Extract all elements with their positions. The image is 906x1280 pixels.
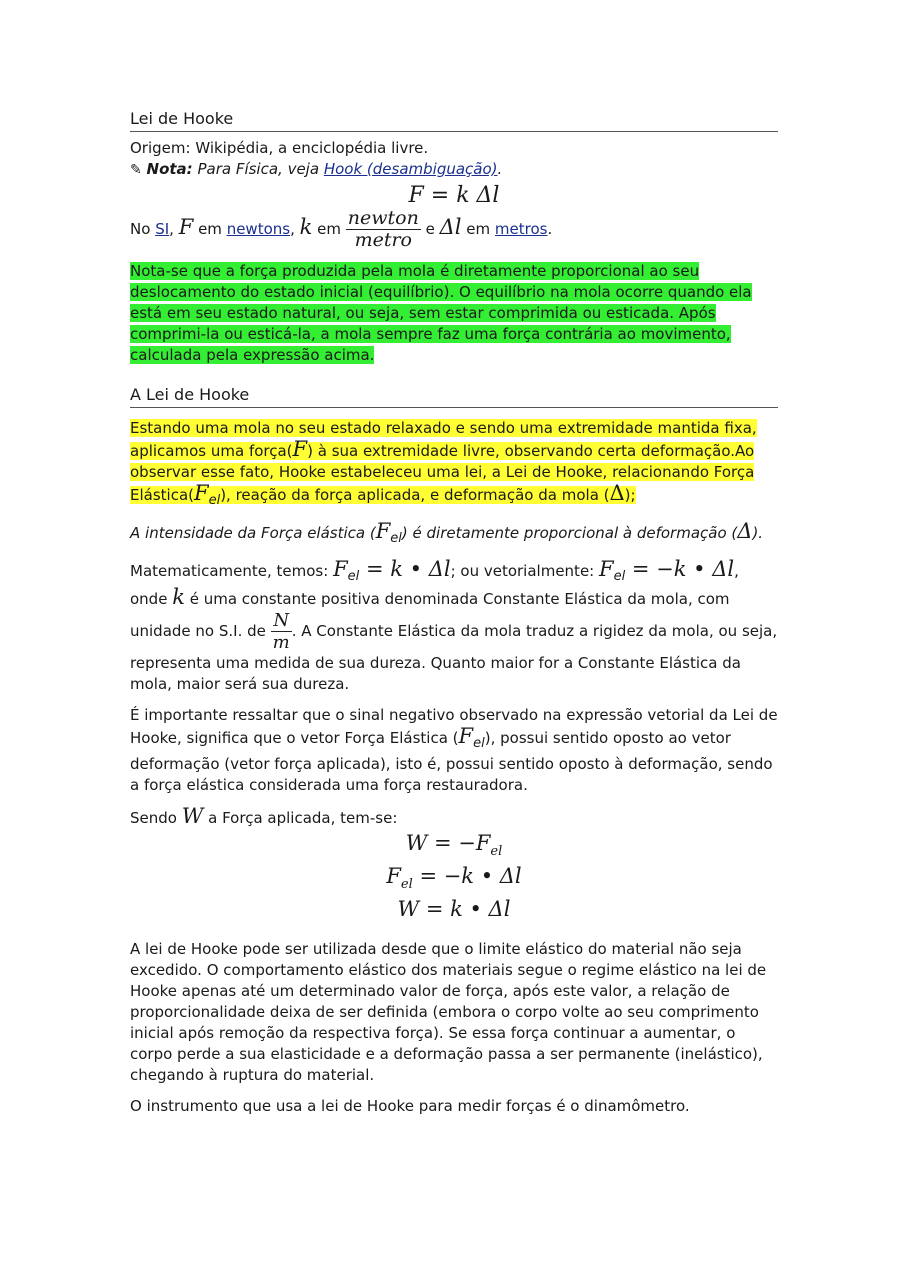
mat-part-e: . A Constante Elástica da mola traduz a rigidez da mola, ou seja, representa uma medida de sua dureza. Quanto maior for a Constante Elástica da mola, maior será sua dureza. — [130, 622, 778, 693]
symbol-k: k — [299, 215, 313, 239]
si-link[interactable]: SI — [155, 220, 170, 238]
eq1-subscript: el — [347, 569, 360, 584]
dynamometer-paragraph: O instrumento que usa a lei de Hooke para medir forças é o dinamômetro. — [130, 1096, 690, 1115]
eq-rhs: = −F — [427, 831, 491, 855]
symbol-delta: Δ — [737, 519, 753, 543]
eq2-subscript: el — [613, 569, 626, 584]
fraction-denominator: metro — [354, 229, 412, 251]
si-comma: , — [169, 220, 174, 238]
symbol-F-el: F — [194, 481, 209, 505]
si-units-line: No SI, F em newtons, k em $\frac{\text{newton}}{\text{metro}}$ e Δl em metros. — [130, 207, 553, 251]
si-em-text: em — [466, 220, 491, 238]
equation-line-3 — [130, 897, 778, 930]
subscript-el: el — [208, 493, 221, 508]
si-e-text: e — [425, 220, 435, 238]
sendo-line — [130, 806, 778, 829]
eq-rhs-sub: el — [490, 844, 503, 860]
sendo-part-a: Sendo — [130, 809, 177, 827]
subscript-el: el — [390, 531, 402, 546]
symbol-k: k — [172, 585, 185, 609]
intensity-paragraph — [130, 521, 778, 549]
si-em-text: em — [317, 220, 341, 238]
eq-lhs: W — [397, 897, 420, 922]
yellow-part-b: ) à sua extremidade livre, observando certa deformação.Ao observar esse fato, Hooke estabeleceu uma lei, a Lei de Hooke, relacionando Força Elástica( — [130, 442, 755, 504]
yellow-part-c: ), reação da força aplicada, e deformação da mola ( — [220, 486, 610, 504]
mat-part-a: Matematicamente, temos: — [130, 562, 329, 580]
hooke-formula: F = k Δl — [408, 183, 500, 208]
mathematically-paragraph — [130, 559, 778, 695]
origin-line: Origem: Wikipédia, a enciclopédia livre. — [130, 139, 429, 157]
metros-link[interactable]: metros — [494, 220, 548, 238]
equation-line-1 — [130, 831, 778, 864]
newton-per-metre-fraction — [346, 208, 421, 251]
green-highlight-text: Nota-se que a força produzida pela mola é diretamente proporcional ao seu deslocamento do estado inicial (equilíbrio). O equilíbrio na mola ocorre quando ela está em seu estado natural, ou seja, sem estar comprimida ou esticada. Após comprimi-la ou esticá-la, a mola sempre faz uma força contrária ao movimento, calculada pela expressão acima. — [130, 262, 752, 364]
eq-lhs: W — [405, 831, 428, 855]
si-em-text: em — [198, 220, 222, 238]
newtons-link[interactable]: newtons — [226, 220, 291, 238]
intensity-part-b: ) é diretamente proporcional à deformação ( — [401, 524, 738, 542]
fraction-numerator: newton — [347, 207, 419, 229]
yellow-part-d: ); — [624, 486, 636, 504]
imp-part-b: ), possui sentido oposto ao vetor deformação (vetor força aplicada), isto é, possui sentido oposto à deformação, sendo a força elástica considerada uma força restauradora. — [130, 729, 773, 794]
imp-part-a: É importante ressaltar que o sinal negativo observado na expressão vetorial da Lei de Hooke, significa que o vetor Força Elástica ( — [130, 706, 778, 747]
nota-line — [130, 159, 778, 181]
symbol-F: F — [292, 437, 308, 461]
symbol-W: W — [181, 804, 204, 828]
nota-text: Para Física, veja — [197, 160, 320, 178]
nota-label: Nota: — [146, 160, 193, 178]
eq-lhs: F — [386, 864, 401, 889]
eq-rhs: = −k • Δl — [412, 864, 522, 889]
eq-lhs-sub: el — [400, 877, 413, 893]
elastic-limit-paragraph: A lei de Hooke pode ser utilizada desde que o limite elástico do material não seja excedido. O comportamento elástico dos materiais segue o regime elástico na lei de Hooke apenas até um determinado valor de força, após este valor, a relação de proporcionalidade deixa de ser definida (embora o corpo volte ao seu comprimento inicial após remoção da respectiva força). Se essa força continuar a aumentar, o corpo perde a sua elasticidade e a deformação passa a ser permanente (inelástico), chegando à ruptura do material. — [130, 939, 767, 1084]
symbol-F: F — [178, 215, 194, 239]
si-no-text: No — [130, 220, 151, 238]
si-end: . — [547, 220, 553, 238]
yellow-part-a: Estando uma mola no seu estado relaxado e sendo uma extremidade mantida fixa, aplicamos uma força( — [130, 419, 757, 460]
section-title-a-lei-de-hooke: A Lei de Hooke — [130, 384, 778, 408]
symbol-F-el: F — [375, 519, 391, 543]
symbol-delta: Δ — [609, 481, 625, 505]
equation-line-2 — [130, 864, 778, 897]
intensity-part-a: A intensidade da Força elástica ( — [130, 524, 376, 542]
eq1-F: F — [333, 557, 348, 581]
magnifier-note-icon: ✎ — [130, 162, 142, 178]
sendo-part-b: a Força aplicada, tem-se: — [208, 809, 398, 827]
eq2-rest: = −k • Δl — [625, 557, 735, 581]
section-title-lei-de-hooke: Lei de Hooke — [130, 108, 778, 132]
mat-part-b: ; ou vetorialmente: — [450, 562, 595, 580]
eq1-rest: = k • Δl — [359, 557, 451, 581]
intensity-part-c: ). — [752, 524, 764, 542]
mat-part-c: , onde — [130, 562, 739, 608]
eq2-F: F — [599, 557, 614, 581]
eq-rhs: = k • Δl — [419, 897, 511, 922]
equation-block — [130, 831, 778, 931]
yellow-highlight-text — [130, 419, 757, 508]
symbol-delta-l: Δl — [439, 215, 462, 239]
important-paragraph — [130, 705, 778, 796]
mat-part-d: é uma constante positiva denominada Constante Elástica da mola, com unidade no S.I. de — [130, 590, 730, 640]
document-page — [130, 108, 778, 1117]
nota-end: . — [497, 160, 503, 178]
subscript-el: el — [473, 736, 485, 751]
fraction-denominator: m — [272, 632, 290, 653]
fraction-numerator: N — [271, 610, 292, 632]
symbol-F-el: F — [458, 724, 474, 748]
n-per-m-fraction — [271, 610, 292, 653]
green-highlight-paragraph — [130, 261, 778, 366]
hook-disambiguation-link[interactable]: Hook (desambiguação) — [323, 160, 498, 178]
yellow-highlight-paragraph — [130, 418, 778, 511]
